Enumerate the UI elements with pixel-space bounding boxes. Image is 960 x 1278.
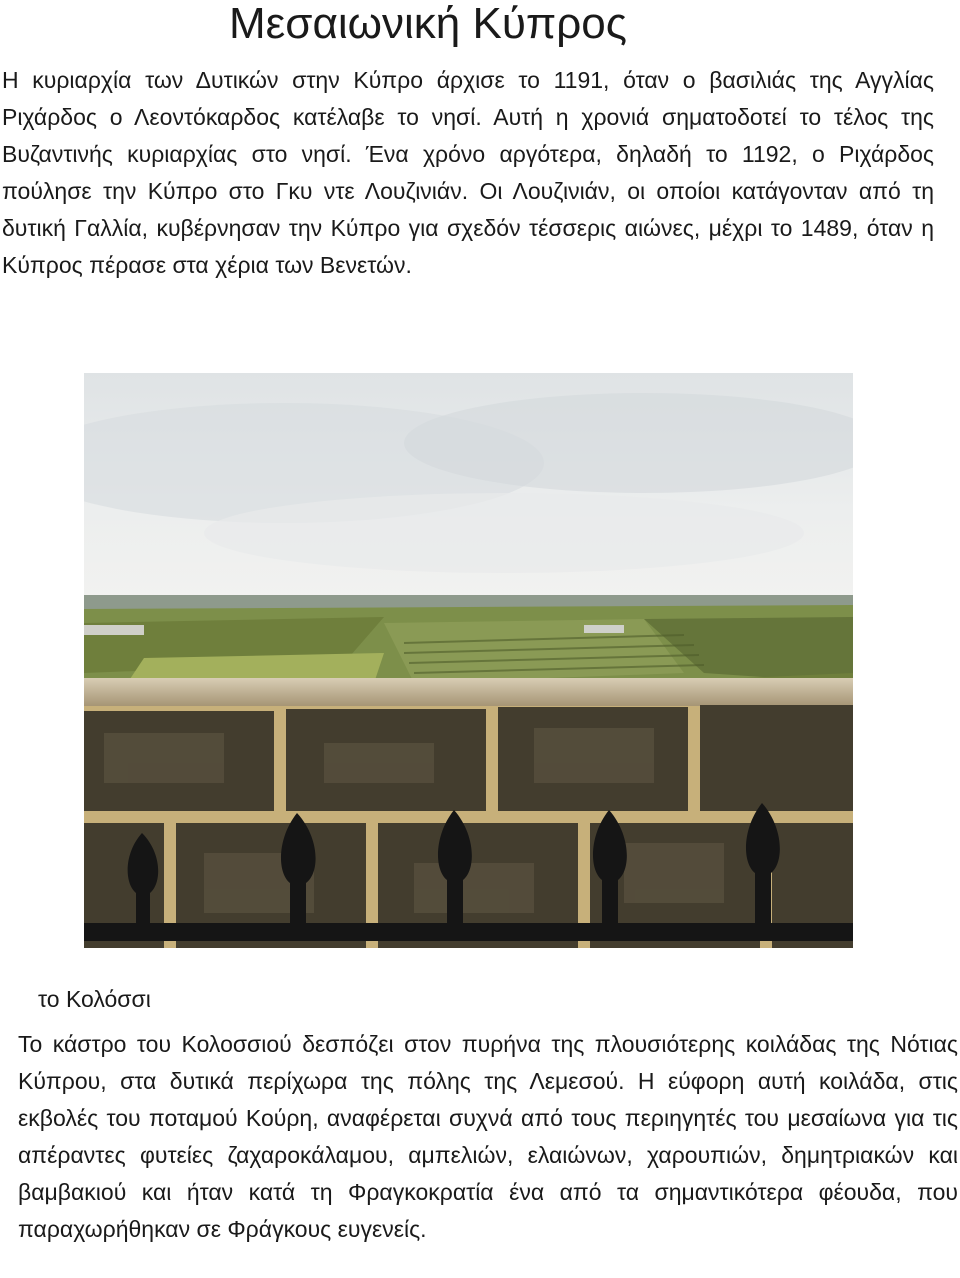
- photo-illustration: [84, 373, 853, 948]
- railing-bar: [84, 923, 853, 941]
- page-title: Μεσαιωνική Κύπρος: [229, 0, 627, 48]
- intro-paragraph: Η κυριαρχία των Δυτικών στην Κύπρο άρχισε το 1191, όταν ο βασιλιάς της Αγγλίας Ριχάρδος ο Λεοντόκαρδος κατέλαβε το νησί. Αυτή η χρονιά σηματοδοτεί το τέλος της Βυζαντινής κυριαρχίας στο νησί. Ένα χρόνο αργότερα, δηλαδή το 1192, ο Ριχάρδος πούλησε την Κύπρο στο Γκυ ντε Λουζινιάν. Οι Λουζινιάν, οι οποίοι κατάγονταν από τη δυτική Γαλλία, κυβέρνησαν την Κύπρο για σχεδόν τέσσερις αιώνες, μέχρι το 1489, όταν η Κύπρος πέρασε στα χέρια των Βενετών.: [2, 67, 934, 278]
- castle-view-photo: [84, 373, 853, 948]
- kolossi-paragraph: Το κάστρο του Κολοσσιού δεσπόζει στον πυρήνα της πλουσιότερης κοιλάδας της Νότιας Κύπρου, στα δυτικά περίχωρα της πόλης της Λεμεσού. Η εύφορη αυτή κοιλάδα, στις εκβολές του ποταμού Κούρη, αναφέρεται συχνά από τους περιηγητές του μεσαίωνα για τις απέραντες φυτείες ζαχαροκάλαμου, αμπελιών, ελαιώνων, χαρουπιών, δημητριακών και βαμβακιού και ήταν κατά τη Φραγκοκρατία ένα από τα σημαντικότερα φέουδα, που παραχωρήθηκαν σε Φράγκους ευγενείς.: [18, 1031, 958, 1242]
- wall-top: [84, 678, 853, 706]
- photo-caption: το Κολόσσι: [38, 986, 151, 1012]
